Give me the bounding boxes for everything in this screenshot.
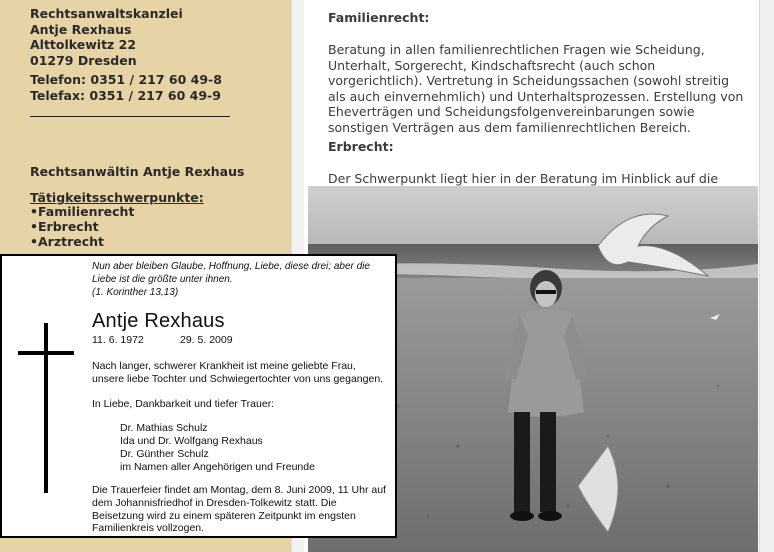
signer-1: Dr. Mathias Schulz (120, 422, 208, 434)
family-law-text: Beratung in allen familienrechtlichen Fragen wie Scheidung, Unterhalt, Sorgerecht, Kindschaftsrecht (auch schon vorgerichtlich). Vertretung in Scheidungssachen (sowohl streitig als auch einvernehmlich) und Unterhaltsprozessen. Erstellung von Eheverträgen und Scheidungsfolgenvereinbarungen sowie sonstigen Verträgen aus dem familienrechtlichen Bereich. (328, 42, 744, 135)
scrollbar[interactable] (759, 0, 774, 552)
person-name: Antje Rexhaus (30, 21, 132, 37)
cross-icon (44, 323, 48, 493)
focus-list (30, 204, 134, 249)
obituary-quote: Nun aber bleiben Glaube, Hoffnung, Liebe, diese drei; aber die Liebe ist die größte unter ihnen. (92, 261, 370, 285)
family-law-heading: Familienrecht: (328, 10, 430, 25)
fax: Telefax: 0351 / 217 60 49-9 (30, 87, 221, 103)
signer-4: im Namen aller Angehörigen und Freunde (120, 461, 315, 473)
street: Alttolkewitz 22 (30, 37, 137, 52)
inheritance-law-heading: Erbrecht: (328, 139, 394, 154)
obituary-card (0, 254, 397, 538)
focus-item-family[interactable]: • Familienrecht (30, 204, 134, 219)
contact-block (30, 72, 222, 103)
signer-2: Ida und Dr. Wolfgang Rexhaus (120, 435, 263, 447)
signer-3: Dr. Günther Schulz (120, 448, 209, 460)
deceased-name: Antje Rexhaus (92, 310, 225, 332)
cross-icon-bar (18, 351, 74, 355)
focus-item-inheritance[interactable]: • Erbrecht (30, 219, 134, 234)
focus-heading: Tätigkeitsschwerpunkte: (30, 190, 204, 205)
death-date: 29. 5. 2009 (180, 334, 233, 346)
firm-name: Rechtsanwaltskanzlei (30, 6, 183, 21)
birth-date: 11. 6. 1972 (92, 334, 144, 346)
divider (30, 116, 230, 117)
lawyer-title: Rechtsanwältin Antje Rexhaus (30, 164, 245, 179)
phone: Telefon: 0351 / 217 60 49-8 (30, 72, 222, 87)
city: 01279 Dresden (30, 52, 137, 68)
address-block (30, 6, 183, 68)
obituary-quote-reference: (1. Korinther 13,13) (92, 287, 179, 298)
obituary-announcement: Nach langer, schwerer Krankheit ist meine geliebte Frau, unsere liebe Tochter und Schwiegertochter von uns gegangen. (92, 360, 384, 385)
inheritance-law-text: Der Schwerpunkt liegt hier in der Beratung im Hinblick auf die (328, 171, 719, 186)
funeral-details: Die Trauerfeier findet am Montag, dem 8. Juni 2009, 11 Uhr auf dem Johannisfriedhof in Dresden-Tolkewitz statt. Die Beisetzung wird zu einem späteren Zeitpunkt im engsten Familienkreis vollzogen. (92, 484, 386, 535)
focus-item-medical[interactable]: • Arztrecht (30, 234, 134, 249)
obituary-mourning-line: In Liebe, Dankbarkeit und tiefer Trauer: (92, 398, 275, 410)
